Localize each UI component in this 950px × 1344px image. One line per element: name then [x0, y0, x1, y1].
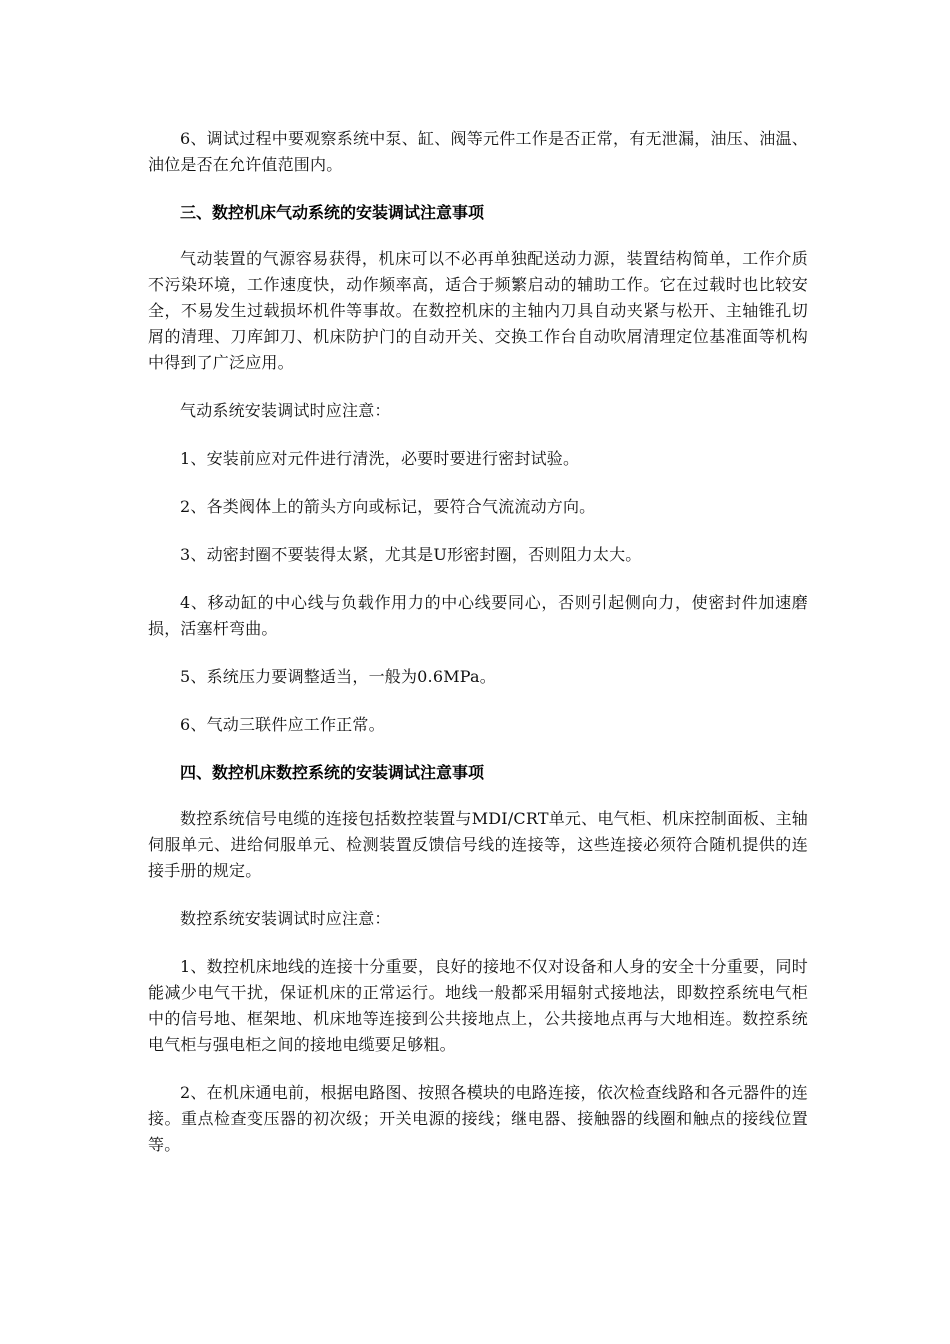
- pneumatic-item-5: 5、系统压力要调整适当，一般为0.6MPa。: [180, 667, 496, 686]
- pneumatic-notes-lead: 气动系统安装调试时应注意：: [180, 401, 391, 420]
- cnc-item-1: 1、数控机床地线的连接十分重要，良好的接地不仅对设备和人身的安全十分重要，同时能减少电气干扰，保证机床的正常运行。地线一般都采用辐射式接地法，即数控系统电气柜中的信号地、框架地、机床地等连接到公共接地点上，公共接地点再与大地相连。数控系统电气柜与强电柜之间的接地电缆要足够粗。: [148, 957, 808, 1054]
- section-heading-pneumatic: 三、数控机床气动系统的安装调试注意事项: [180, 203, 485, 222]
- pneumatic-item-2: 2、各类阀体上的箭头方向或标记，要符合气流流动方向。: [180, 497, 596, 516]
- cnc-item-2: 2、在机床通电前，根据电路图、按照各模块的电路连接，依次检查线路和各元器件的连接。重点检查变压器的初次级；开关电源的接线；继电器、接触器的线圈和触点的接线位置等。: [148, 1083, 808, 1154]
- pneumatic-intro-paragraph: 气动装置的气源容易获得，机床可以不必再单独配送动力源，装置结构简单，工作介质不污染环境，工作速度快，动作频率高，适合于频繁启动的辅助工作。它在过载时也比较安全，不易发生过载损坏机件等事故。在数控机床的主轴内刀具自动夹紧与松开、主轴锥孔切屑的清理、刀库卸刀、机床防护门的自动开关、交换工作台自动吹屑清理定位基准面等机构中得到了广泛应用。: [148, 249, 808, 372]
- cnc-notes-lead: 数控系统安装调试时应注意：: [180, 909, 391, 928]
- pneumatic-item-4: 4、移动缸的中心线与负载作用力的中心线要同心，否则引起侧向力，使密封件加速磨损，活塞杆弯曲。: [148, 593, 808, 638]
- pneumatic-item-3: 3、动密封圈不要装得太紧，尤其是U形密封圈，否则阻力太大。: [180, 545, 642, 564]
- pneumatic-item-1: 1、安装前应对元件进行清洗，必要时要进行密封试验。: [180, 449, 580, 468]
- pneumatic-item-6: 6、气动三联件应工作正常。: [180, 715, 385, 734]
- section-heading-cnc-system: 四、数控机床数控系统的安装调试注意事项: [180, 763, 485, 782]
- hydraulic-item-6: 6、调试过程中要观察系统中泵、缸、阀等元件工作是否正常，有无泄漏，油压、油温、油位是否在允许值范围内。: [148, 129, 808, 174]
- cnc-intro-paragraph: 数控系统信号电缆的连接包括数控装置与MDI/CRT单元、电气柜、机床控制面板、主轴伺服单元、进给伺服单元、检测装置反馈信号线的连接等，这些连接必须符合随机提供的连接手册的规定。: [148, 809, 808, 880]
- document-page: [148, 126, 808, 1180]
